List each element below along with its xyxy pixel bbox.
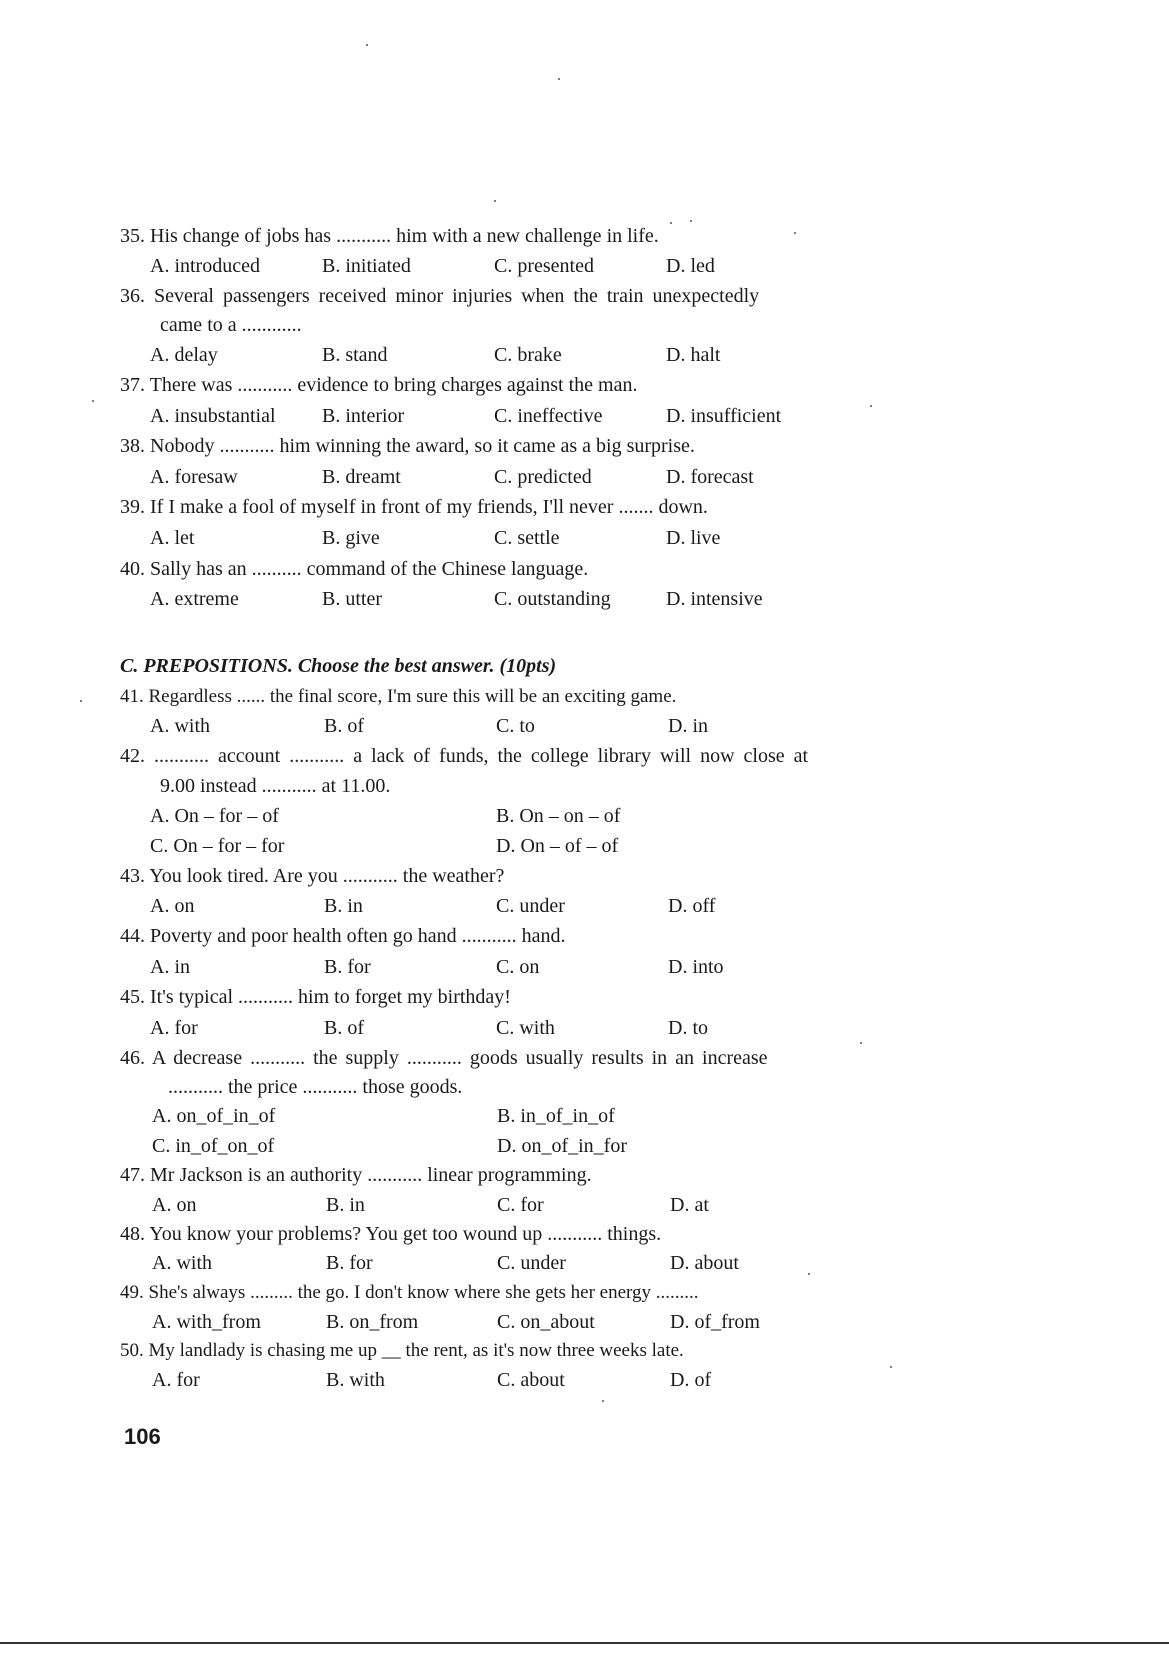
option-c: C. under: [496, 895, 565, 917]
scan-speck: [80, 700, 82, 702]
option-b: B. in: [326, 1194, 365, 1216]
question-38: 38. Nobody ........... him winning the award, so it came as a big surprise.: [120, 435, 695, 457]
option-c: C. settle: [494, 527, 560, 549]
scan-speck: [808, 1273, 810, 1275]
scan-speck: [602, 1400, 604, 1402]
option-a: A. with_from: [152, 1311, 261, 1333]
option-b: B. in: [324, 895, 363, 917]
option-c: C. presented: [494, 255, 594, 277]
question-46-continued: ........... the price ........... those goods.: [168, 1076, 463, 1098]
option-c: C. to: [496, 715, 535, 737]
option-c: C. under: [497, 1252, 566, 1274]
page-number: 106: [124, 1424, 161, 1449]
option-b: B. stand: [322, 344, 388, 366]
option-c: C. outstanding: [494, 588, 611, 610]
option-d: D. about: [670, 1252, 739, 1274]
question-37: 37. There was ........... evidence to bring charges against the man.: [120, 374, 638, 396]
question-43: 43. You look tired. Are you ........... the weather?: [120, 865, 505, 887]
option-d: D. into: [668, 956, 724, 978]
option-d: D. On – of – of: [496, 835, 619, 857]
option-a: A. let: [150, 527, 195, 549]
question-48: 48. You know your problems? You get too wound up ........... things.: [120, 1223, 662, 1245]
question-45: 45. It's typical ........... him to forget my birthday!: [120, 986, 511, 1008]
option-a: A. on_of_in_of: [152, 1105, 276, 1127]
option-d: D. forecast: [666, 466, 754, 488]
option-b: B. of: [324, 715, 364, 737]
question-42-continued: 9.00 instead ........... at 11.00.: [160, 775, 391, 797]
option-d: D. insufficient: [666, 405, 782, 427]
scan-speck: [558, 78, 560, 80]
option-d: D. halt: [666, 344, 721, 366]
option-a: A. foresaw: [150, 466, 238, 488]
option-d: D. live: [666, 527, 721, 549]
option-c: C. in_of_on_of: [152, 1135, 275, 1157]
scan-speck: [860, 1042, 862, 1044]
option-b: B. give: [322, 527, 380, 549]
option-a: A. delay: [150, 344, 218, 366]
option-b: B. for: [324, 956, 371, 978]
option-a: A. with: [152, 1252, 212, 1274]
question-47: 47. Mr Jackson is an authority ........... linear programming.: [120, 1164, 592, 1186]
option-a: A. on: [152, 1194, 197, 1216]
question-36-continued: came to a ............: [160, 314, 302, 336]
question-36: 36. Several passengers received minor injuries when the train unexpectedly: [120, 285, 760, 307]
question-49: 49. She's always ......... the go. I don't know where she gets her energy .........: [120, 1282, 699, 1303]
option-b: B. of: [324, 1017, 364, 1039]
option-a: A. On – for – of: [150, 805, 279, 827]
scan-speck: [366, 44, 368, 46]
scan-speck: [690, 220, 692, 222]
question-46: 46. A decrease ........... the supply ........... goods usually results in an increase: [120, 1047, 768, 1069]
section-heading: C. PREPOSITIONS. Choose the best answer. (10pts): [120, 655, 557, 677]
option-c: C. with: [496, 1017, 555, 1039]
option-b: B. in_of_in_of: [497, 1105, 615, 1127]
option-d: D. led: [666, 255, 715, 277]
option-b: B. utter: [322, 588, 382, 610]
option-d: D. off: [668, 895, 716, 917]
option-b: B. initiated: [322, 255, 411, 277]
option-c: C. on_about: [497, 1311, 595, 1333]
option-c: C. ineffective: [494, 405, 603, 427]
scan-speck: [92, 400, 94, 402]
question-35: 35. His change of jobs has ........... him with a new challenge in life.: [120, 225, 659, 247]
option-a: A. extreme: [150, 588, 239, 610]
option-d: D. at: [670, 1194, 709, 1216]
question-40: 40. Sally has an .......... command of the Chinese language.: [120, 558, 589, 580]
scan-speck: [870, 405, 872, 407]
option-d: D. on_of_in_for: [497, 1135, 627, 1157]
option-d: D. of_from: [670, 1311, 760, 1333]
option-c: C. for: [497, 1194, 544, 1216]
option-d: D. to: [668, 1017, 708, 1039]
scan-speck: [794, 232, 796, 234]
option-d: D. intensive: [666, 588, 763, 610]
option-a: A. for: [150, 1017, 198, 1039]
option-a: A. with: [150, 715, 210, 737]
question-44: 44. Poverty and poor health often go hand ........... hand.: [120, 925, 566, 947]
option-c: C. predicted: [494, 466, 592, 488]
scan-speck: [890, 1366, 892, 1368]
option-c: C. On – for – for: [150, 835, 285, 857]
option-a: A. introduced: [150, 255, 260, 277]
option-b: B. On – on – of: [496, 805, 621, 827]
option-b: B. dreamt: [322, 466, 401, 488]
option-b: B. for: [326, 1252, 373, 1274]
option-a: A. in: [150, 956, 190, 978]
option-b: B. interior: [322, 405, 405, 427]
option-d: D. of: [670, 1369, 712, 1391]
option-b: B. with: [326, 1369, 385, 1391]
option-a: A. on: [150, 895, 195, 917]
option-a: A. for: [152, 1369, 200, 1391]
bottom-edge-rule: [0, 1642, 1169, 1644]
scan-speck: [670, 222, 672, 224]
option-a: A. insubstantial: [150, 405, 276, 427]
option-d: D. in: [668, 715, 708, 737]
scan-speck: [494, 200, 496, 202]
option-c: C. brake: [494, 344, 562, 366]
question-50: 50. My landlady is chasing me up __ the rent, as it's now three weeks late.: [120, 1340, 684, 1361]
option-c: C. about: [497, 1369, 565, 1391]
question-39: 39. If I make a fool of myself in front of my friends, I'll never ....... down.: [120, 496, 708, 518]
question-42: 42. ........... account ........... a lack of funds, the college library will now close at: [120, 745, 809, 767]
option-b: B. on_from: [326, 1311, 419, 1333]
question-41: 41. Regardless ...... the final score, I'm sure this will be an exciting game.: [120, 686, 677, 707]
option-c: C. on: [496, 956, 540, 978]
